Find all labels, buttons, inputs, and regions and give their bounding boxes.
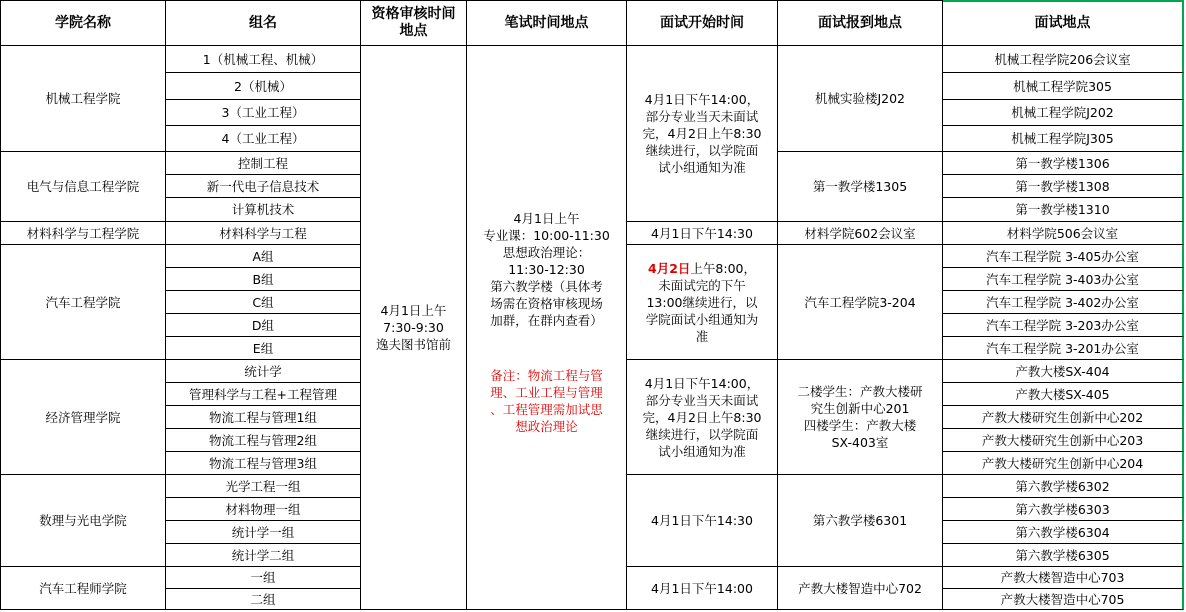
college-econ: 经济管理学院 [0, 360, 166, 475]
written-exam-main: 4月1日上午 专业课：10:00-11:30 思想政治理论： 11:30-12:30 第六教学楼（具体考 场需在资格审核现场 加群，在群内查看） [483, 211, 610, 328]
location-cell: 汽车工程学院 3-203办公室 [943, 314, 1184, 337]
group-cell: 统计学 [166, 360, 361, 383]
interview-start-d: 4月1日下午14:00， 部分专业当天未面试 完，4月2日上午8:30 继续进行，以学院面 试小组通知为准 [627, 360, 778, 475]
college-auto: 汽车工程学院 [0, 245, 166, 360]
header-interview-location: 面试地点 [943, 0, 1184, 46]
written-exam-cell [467, 46, 627, 610]
group-cell: 二组 [166, 589, 361, 610]
location-cell: 汽车工程学院 3-201办公室 [943, 337, 1184, 360]
group-cell: 新一代电子信息技术 [166, 175, 361, 198]
report-elec: 第一教学楼1305 [778, 152, 943, 222]
header-written: 笔试时间地点 [467, 0, 627, 46]
report-mat: 材料学院602会议室 [778, 222, 943, 245]
written-exam-note: 备注：物流工程与管 理、工业工程与管理 、工程管理需加试思 想政治理论 [490, 368, 603, 434]
group-cell: 统计学二组 [166, 544, 361, 567]
location-cell: 产教大楼SX-405 [943, 383, 1184, 406]
group-cell: 物流工程与管理3组 [166, 452, 361, 475]
interview-start-c-date: 4月2日 [648, 260, 691, 276]
group-cell: 1（机械工程、机械） [166, 46, 361, 73]
group-cell: 物流工程与管理1组 [166, 406, 361, 429]
group-cell: 材料物理一组 [166, 498, 361, 521]
location-cell: 机械工程学院206会议室 [943, 46, 1184, 73]
group-cell: 物流工程与管理2组 [166, 429, 361, 452]
location-cell: 产教大楼智造中心703 [943, 567, 1184, 589]
location-cell: 材料学院506会议室 [943, 222, 1184, 245]
location-cell: 第六教学楼6302 [943, 475, 1184, 498]
interview-start-c [627, 245, 778, 360]
location-cell: 汽车工程学院 3-405办公室 [943, 245, 1184, 268]
group-cell: 2（机械） [166, 73, 361, 100]
interview-start-b: 4月1日下午14:30 [627, 222, 778, 245]
group-cell: 管理科学与工程+工程管理 [166, 383, 361, 406]
group-cell: 光学工程一组 [166, 475, 361, 498]
header-qualification: 资格审核时间 地点 [361, 0, 467, 46]
location-cell: 产教大楼研究生创新中心204 [943, 452, 1184, 475]
interview-start-e: 4月1日下午14:30 [627, 475, 778, 567]
location-cell: 汽车工程学院 3-402办公室 [943, 291, 1184, 314]
location-cell: 第一教学楼1310 [943, 198, 1184, 222]
location-cell: 产教大楼研究生创新中心202 [943, 406, 1184, 429]
interview-start-a: 4月1日下午14:00， 部分专业当天未面试 完，4月2日上午8:30 继续进行，以学院面 试小组通知为准 [627, 46, 778, 222]
location-cell: 机械工程学院J305 [943, 126, 1184, 152]
group-cell: 一组 [166, 567, 361, 589]
college-elec: 电气与信息工程学院 [0, 152, 166, 222]
location-cell: 第六教学楼6304 [943, 521, 1184, 544]
report-auto: 汽车工程学院3-204 [778, 245, 943, 360]
group-cell: 控制工程 [166, 152, 361, 175]
header-interview-start: 面试开始时间 [627, 0, 778, 46]
report-mech: 机械实验楼J202 [778, 46, 943, 152]
report-autoeng: 产教大楼智造中心702 [778, 567, 943, 610]
location-cell: 产教大楼SX-404 [943, 360, 1184, 383]
group-cell: E组 [166, 337, 361, 360]
header-college: 学院名称 [0, 0, 166, 46]
group-cell: 材料科学与工程 [166, 222, 361, 245]
group-cell: 4（工业工程） [166, 126, 361, 152]
report-math: 第六教学楼6301 [778, 475, 943, 567]
college-math: 数理与光电学院 [0, 475, 166, 567]
qualification-cell: 4月1日上午 7:30-9:30 逸夫图书馆前 [361, 46, 467, 610]
group-cell: B组 [166, 268, 361, 291]
college-mech: 机械工程学院 [0, 46, 166, 152]
interview-start-c-text: 上午8:00， 未面试完的下午 13:00继续进行，以 学院面试小组通知为 准 [645, 260, 759, 344]
location-cell: 汽车工程学院 3-403办公室 [943, 268, 1184, 291]
group-cell: 计算机技术 [166, 198, 361, 222]
location-cell: 产教大楼研究生创新中心203 [943, 429, 1184, 452]
header-group: 组名 [166, 0, 361, 46]
location-cell: 第六教学楼6305 [943, 544, 1184, 567]
interview-start-f: 4月1日下午14:00 [627, 567, 778, 610]
group-cell: D组 [166, 314, 361, 337]
location-cell: 产教大楼智造中心705 [943, 589, 1184, 610]
header-interview-report: 面试报到地点 [778, 0, 943, 46]
group-cell: 统计学一组 [166, 521, 361, 544]
college-mat: 材料科学与工程学院 [0, 222, 166, 245]
location-cell: 机械工程学院J202 [943, 100, 1184, 126]
college-autoeng: 汽车工程师学院 [0, 567, 166, 610]
group-cell: 3（工业工程） [166, 100, 361, 126]
location-cell: 机械工程学院305 [943, 73, 1184, 100]
location-cell: 第六教学楼6303 [943, 498, 1184, 521]
group-cell: C组 [166, 291, 361, 314]
group-cell: A组 [166, 245, 361, 268]
report-econ: 二楼学生：产教大楼研 究生创新中心201 四楼学生：产教大楼 SX-403室 [778, 360, 943, 475]
location-cell: 第一教学楼1308 [943, 175, 1184, 198]
location-cell: 第一教学楼1306 [943, 152, 1184, 175]
